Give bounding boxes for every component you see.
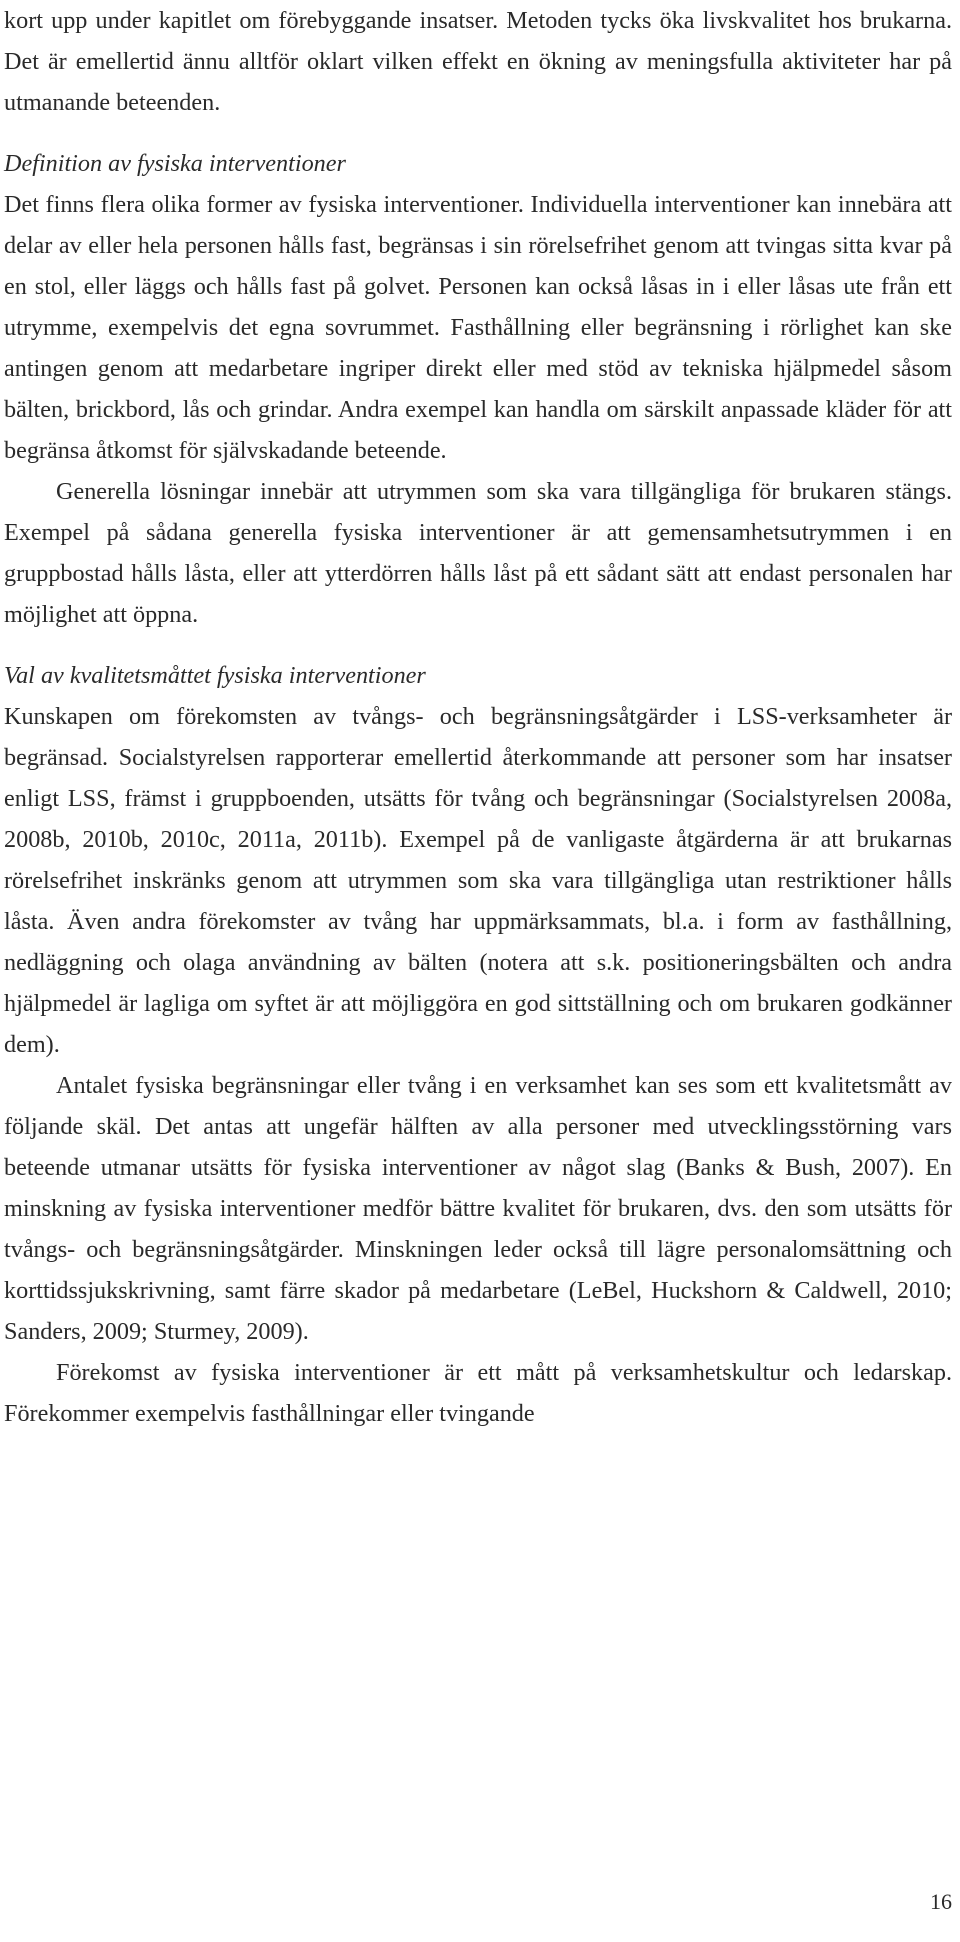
paragraph: Det finns flera olika former av fysiska interventioner. Individuella interventioner kan innebära att delar av eller hela personen hålls fast, begränsas i sin rörelsefrihet genom att tvingas sitta kvar på en stol, eller läggs och hålls fast på golvet. Personen kan också låsas in i eller låsas ute från ett utrymme, exempelvis det egna sovrummet. Fasthållning eller begränsning i rörlighet kan ske antingen genom att medarbetare ingriper direkt eller med stöd av tekniska hjälpmedel såsom bälten, brickbord, lås och grindar. Andra exempel kan handla om särskilt anpassade kläder för att begränsa åtkomst för självskadande beteende. xyxy=(4,191,952,464)
section-heading-quality-measure: Val av kvalitetsmåttet fysiska interventioner xyxy=(4,662,426,689)
paragraph: Generella lösningar innebär att utrymmen som ska vara tillgängliga för brukaren stängs. Exempel på sådana generella fysiska interventioner är att gemensamhetsutrymmen i en gruppbostad hålls låsta, eller att ytterdörren hålls låst på ett sådant sätt att endast personalen har möjlighet att öppna. xyxy=(4,478,952,628)
paragraph: Förekomst av fysiska interventioner är ett mått på verksamhetskultur och ledarskap. Förekommer exempelvis fasthållningar eller tvingande xyxy=(4,1359,952,1427)
page-number: 16 xyxy=(930,1889,952,1914)
paragraph: Antalet fysiska begränsningar eller tvång i en verksamhet kan ses som ett kvalitetsmått av följande skäl. Det antas att ungefär hälften av alla personer med utvecklingsstörning vars beteende utmanar utsätts för fysiska interventioner av något slag (Banks & Bush, 2007). En minskning av fysiska interventioner medför bättre kvalitet för brukaren, dvs. den som utsätts för tvångs- och begränsningsåtgärder. Minskningen leder också till lägre personalomsättning och korttidssjukskrivning, samt färre skador på medarbetare (LeBel, Huckshorn & Caldwell, 2010; Sanders, 2009; Sturmey, 2009). xyxy=(4,1072,952,1345)
paragraph: Kunskapen om förekomsten av tvångs- och begränsningsåtgärder i LSS-verksamheter är begränsad. Socialstyrelsen rapporterar emellertid återkommande att personer som har insatser enligt LSS, främst i gruppboenden, utsätts för tvång och begränsningar (Socialstyrelsen 2008a, 2008b, 2010b, 2010c, 2011a, 2011b). Exempel på de vanligaste åtgärderna är att brukarnas rörelsefrihet inskränks genom att utrymmen som ska vara tillgängliga utan restriktioner hålls låsta. Även andra förekomster av tvång har uppmärksammats, bl.a. i form av fasthållning, nedläggning och olaga användning av bälten (notera att s.k. positioneringsbälten och andra hjälpmedel är lagliga om syftet är att möjliggöra en god sittställning och om brukaren godkänner dem). xyxy=(4,703,952,1058)
section-definition xyxy=(4,143,952,635)
intro-paragraph: kort upp under kapitlet om förebyggande insatser. Metoden tycks öka livskvalitet hos brukarna. Det är emellertid ännu alltför oklart vilken effekt en ökning av meningsfulla aktiviteter har på utmanande beteenden. xyxy=(4,7,952,116)
section-heading-definition: Definition av fysiska interventioner xyxy=(4,150,346,177)
section-quality-measure xyxy=(4,655,952,1434)
document-page xyxy=(4,0,952,1434)
